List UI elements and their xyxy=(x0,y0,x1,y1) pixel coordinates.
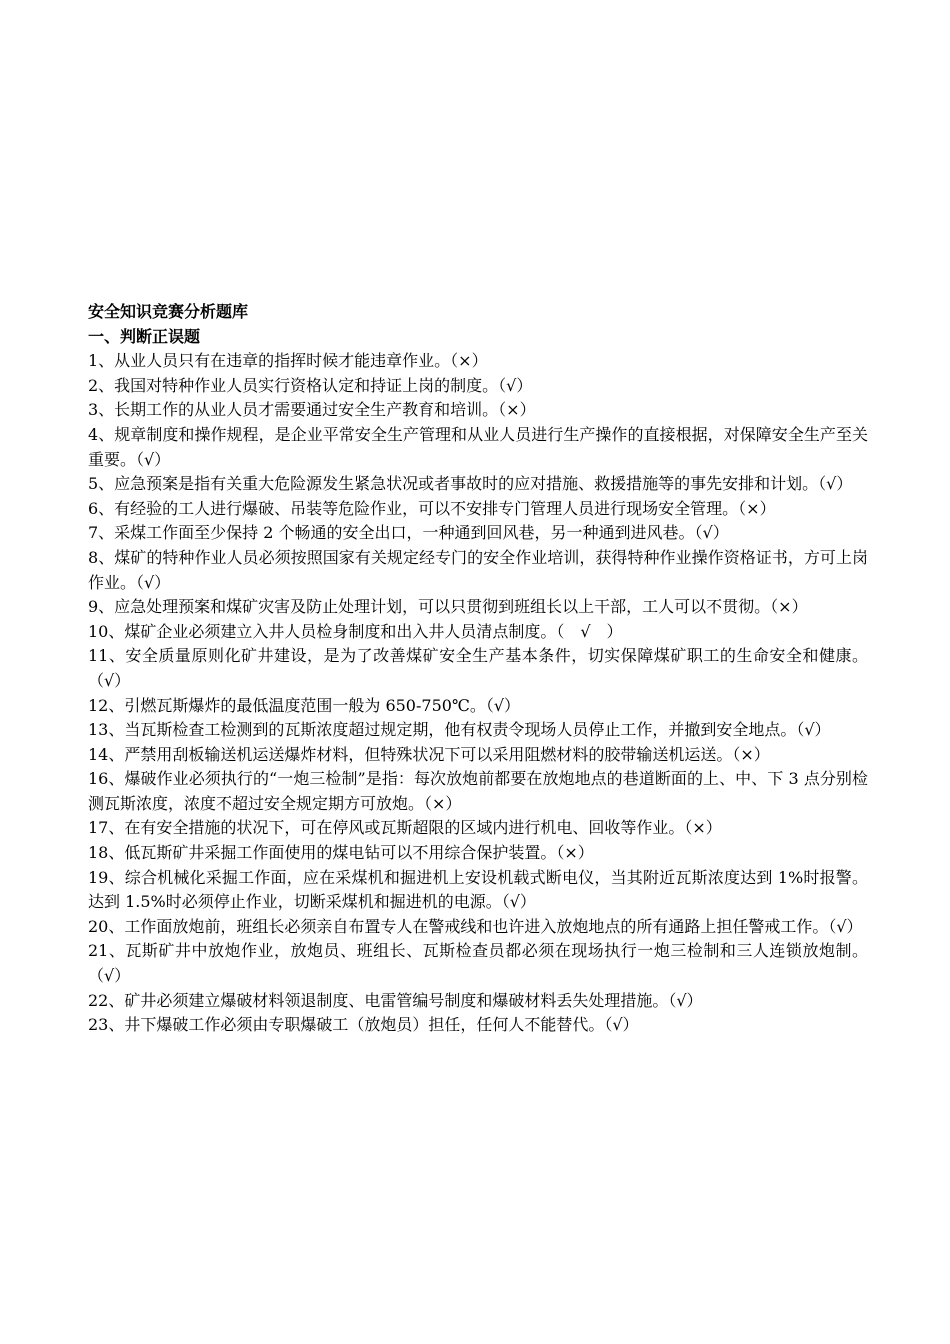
question-list xyxy=(88,349,868,1038)
question-item: 17、在有安全措施的状况下，可在停风或瓦斯超限的区域内进行机电、回收等作业。（×） xyxy=(88,818,722,838)
question-item: 10、煤矿企业必须建立入井人员检身制度和出入井人员清点制度。（ √ ） xyxy=(88,621,623,641)
question-item: 23、井下爆破工作必须由专职爆破工（放炮员）担任，任何人不能替代。（√） xyxy=(88,1015,639,1035)
question-item: 11、安全质量原则化矿井建设，是为了改善煤矿安全生产基本条件，切实保障煤矿职工的生命安全和健康。（√） xyxy=(88,646,868,690)
question-item: 19、综合机械化采掘工作面，应在采煤机和掘进机上安设机载式断电仪，当其附近瓦斯浓度达到 1%时报警。达到 1.5%时必须停止作业，切断采煤机和掘进机的电源。（√） xyxy=(88,867,868,912)
question-item: 21、瓦斯矿井中放炮作业，放炮员、班组长、瓦斯检查员都必须在现场执行一炮三检制和三人连锁放炮制。（√） xyxy=(88,941,868,986)
question-item: 7、采煤工作面至少保持 2 个畅通的安全出口，一种通到回风巷，另一种通到进风巷。（√） xyxy=(88,523,729,543)
question-item: 22、矿井必须建立爆破材料领退制度、电雷管编号制度和爆破材料丢失处理措施。（√） xyxy=(88,990,703,1010)
question-item: 20、工作面放炮前，班组长必须亲自布置专人在警戒线和也许进入放炮地点的所有通路上担任警戒工作。（√） xyxy=(88,916,863,936)
question-item: 13、当瓦斯检查工检测到的瓦斯浓度超过规定期，他有权责令现场人员停止工作，并撤到安全地点。（√） xyxy=(88,720,831,740)
question-item: 18、低瓦斯矿井采掘工作面使用的煤电钻可以不用综合保护装置。（×） xyxy=(88,843,594,863)
question-item: 1、从业人员只有在违章的指挥时候才能违章作业。（×） xyxy=(88,351,488,371)
question-item: 12、引燃瓦斯爆炸的最低温度范围一般为 650-750℃。（√） xyxy=(88,695,521,715)
question-item: 3、长期工作的从业人员才需要通过安全生产教育和培训。（×） xyxy=(88,400,536,420)
question-item: 8、煤矿的特种作业人员必须按照国家有关规定经专门的安全作业培训，获得特种作业操作资格证书，方可上岗作业。（√） xyxy=(88,547,868,592)
question-item: 6、有经验的工人进行爆破、吊装等危险作业，可以不安排专门管理人员进行现场安全管理。（×） xyxy=(88,498,776,518)
question-item: 16、爆破作业必须执行的“一炮三检制”是指：每次放炮前都要在放炮地点的巷道断面的上、中、下 3 点分别检测瓦斯浓度，浓度不超过安全规定期方可放炮。（×） xyxy=(88,769,868,813)
question-item: 9、应急处理预案和煤矿灾害及防止处理计划，可以只贯彻到班组长以上干部，工人可以不贯彻。（×） xyxy=(88,597,808,617)
section-heading: 一、判断正误题 xyxy=(88,326,201,346)
question-item: 5、应急预案是指有关重大危险源发生紧急状况或者事故时的应对措施、救援措施等的事先安排和计划。（√） xyxy=(88,474,853,494)
question-item: 4、规章制度和操作规程，是企业平常安全生产管理和从业人员进行生产操作的直接根据，对保障安全生产至关重要。（√） xyxy=(88,424,868,469)
question-item: 2、我国对特种作业人员实行资格认定和持证上岗的制度。（√） xyxy=(88,375,533,395)
question-item: 14、严禁用刮板输送机运送爆炸材料，但特殊状况下可以采用阻燃材料的胶带输送机运送。（×） xyxy=(88,744,770,764)
document-title: 安全知识竞赛分析题库 xyxy=(88,302,249,321)
document-page xyxy=(88,300,868,1038)
